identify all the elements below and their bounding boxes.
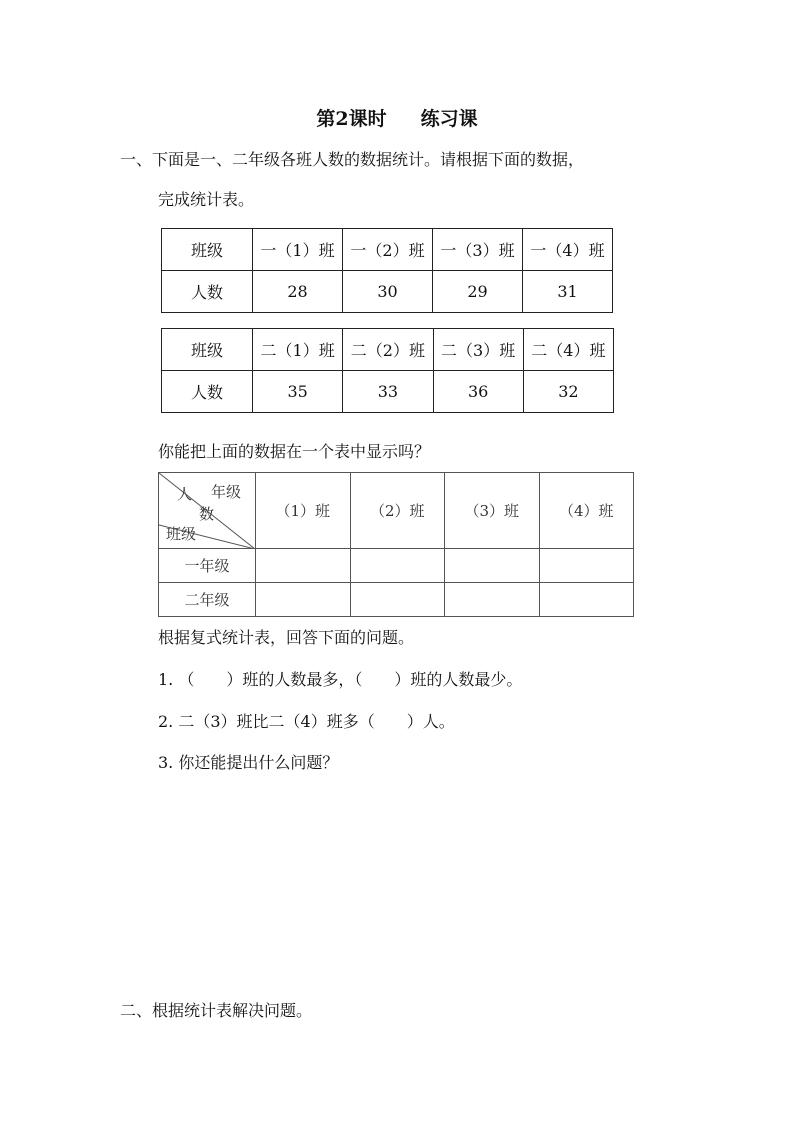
grade1-count-3: 29 [433,271,523,313]
combined-row-grade1 [159,549,634,583]
section1-heading: 一、下面是一、二年级各班人数的数据统计。请根据下面的数据， [120,150,585,169]
grade1-count-4: 31 [523,271,613,313]
question-1: 1. （ ）班的人数最多，（ ）班的人数最少。 [158,670,523,689]
grade2-row-label: 人数 [162,371,253,413]
grade2-class-3: 二（3）班 [433,329,523,371]
combine-prompt: 你能把上面的数据在一个表中显示吗？ [158,442,431,461]
corner-count-label: 数 [199,505,215,523]
grade1-row-label: 人数 [162,271,253,313]
grade1-class-2: 一（2）班 [343,229,433,271]
combined-row-label-grade1: 一年级 [159,549,256,583]
grade2-class-2: 二（2）班 [343,329,433,371]
grade2-count-4: 32 [523,371,613,413]
blank-cell[interactable] [539,583,634,617]
corner-class-label: 班级 [166,525,197,543]
grade2-count-3: 36 [433,371,523,413]
blank-cell[interactable] [350,583,445,617]
blank-cell[interactable] [256,583,351,617]
grade2-count-1: 35 [253,371,343,413]
lesson-number: 第2课时 [316,108,387,130]
corner-header-cell [159,473,256,549]
corner-grade-label: 年级 [211,483,242,501]
combined-header-row [159,473,634,549]
combined-col-3: （3）班 [445,473,540,549]
blank-cell[interactable] [539,549,634,583]
grade1-class-1: 一（1）班 [253,229,343,271]
grade1-count-1: 28 [253,271,343,313]
grade1-class-4: 一（4）班 [523,229,613,271]
section2-heading: 二、根据统计表解决问题。 [120,1001,313,1020]
blank-cell[interactable] [350,549,445,583]
blank-cell[interactable] [445,583,540,617]
grade1-count-row [162,271,613,313]
grade2-class-1: 二（1）班 [253,329,343,371]
combined-row-label-grade2: 二年级 [159,583,256,617]
combined-col-1: （1）班 [256,473,351,549]
grade1-header-label: 班级 [162,229,253,271]
grade1-table [161,228,613,313]
grade2-count-row [162,371,614,413]
combined-col-4: （4）班 [539,473,634,549]
grade2-class-4: 二（4）班 [523,329,613,371]
lesson-topic: 练习课 [420,108,478,130]
section1-heading-continued: 完成统计表。 [158,190,255,209]
grade1-count-2: 30 [343,271,433,313]
question-3: 3. 你还能提出什么问题？ [158,753,339,772]
page-title [0,104,794,131]
question-2: 2. 二（3）班比二（4）班多（ ）人。 [158,712,455,731]
grade1-class-3: 一（3）班 [433,229,523,271]
combined-col-2: （2）班 [350,473,445,549]
grade2-header-label: 班级 [162,329,253,371]
grade2-table [161,328,614,413]
questions-instruction: 根据复式统计表，回答下面的问题。 [158,628,415,647]
combined-row-grade2 [159,583,634,617]
corner-people-label: 人 [177,485,193,503]
grade2-header-row [162,329,614,371]
blank-cell[interactable] [256,549,351,583]
blank-cell[interactable] [445,549,540,583]
combined-table [158,472,634,617]
grade2-count-2: 33 [343,371,433,413]
grade1-header-row [162,229,613,271]
